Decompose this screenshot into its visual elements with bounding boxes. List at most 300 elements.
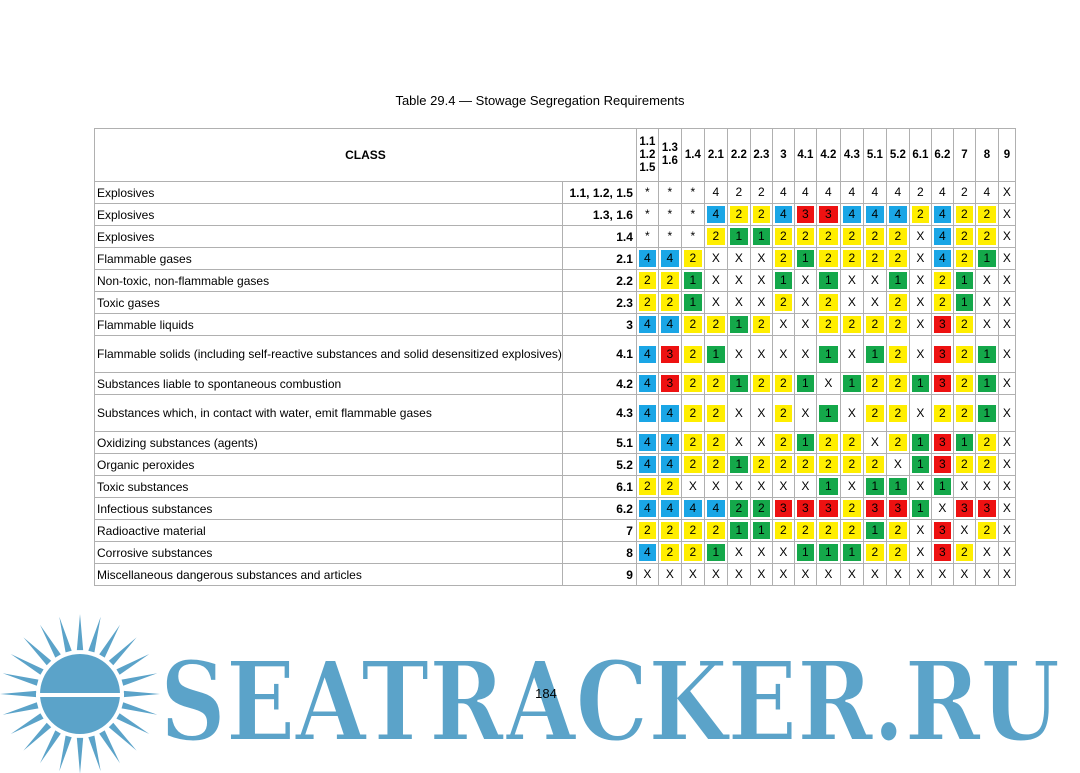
segregation-value: 2: [978, 228, 996, 245]
segregation-value: X: [1002, 317, 1011, 331]
segregation-cell: [636, 314, 658, 336]
segregation-value: X: [824, 567, 833, 581]
segregation-value: 2: [889, 544, 907, 561]
segregation-cell: [909, 476, 931, 498]
segregation-value: 2: [956, 544, 973, 561]
segregation-value: 3: [934, 544, 951, 561]
class-name-cell: Infectious substances: [95, 498, 563, 520]
class-name-cell: Flammable solids (including self-reactive substances and solid desensitized explosives): [95, 336, 563, 373]
segregation-cell: [658, 182, 681, 204]
segregation-value: 2: [758, 185, 765, 199]
segregation-value: 1: [707, 346, 725, 363]
segregation-cell: [681, 395, 704, 432]
segregation-value: X: [757, 295, 766, 309]
segregation-cell: [727, 498, 750, 520]
table-row: [95, 314, 1016, 336]
segregation-cell: [681, 336, 704, 373]
segregation-cell: [658, 204, 681, 226]
segregation-value: 4: [639, 456, 656, 473]
table-row: [95, 454, 1016, 476]
segregation-value: 2: [866, 544, 884, 561]
column-header-line: 4.2: [820, 148, 837, 161]
segregation-value: 2: [889, 522, 907, 539]
segregation-value: *: [645, 207, 650, 221]
segregation-value: X: [960, 567, 969, 581]
segregation-cell: [840, 454, 863, 476]
segregation-cell: [772, 314, 794, 336]
segregation-cell: [909, 542, 931, 564]
segregation-cell: [750, 314, 772, 336]
column-header: [727, 129, 750, 182]
segregation-value: 4: [639, 500, 656, 517]
table-row: [95, 248, 1016, 270]
segregation-cell: [840, 373, 863, 395]
segregation-value: 3: [797, 206, 814, 223]
segregation-cell: [750, 395, 772, 432]
segregation-cell: [953, 498, 975, 520]
segregation-value: 2: [843, 456, 861, 473]
segregation-cell: [953, 182, 975, 204]
column-header: [772, 129, 794, 182]
segregation-cell: [975, 204, 998, 226]
segregation-value: 2: [866, 228, 884, 245]
segregation-cell: [975, 248, 998, 270]
class-number-cell: 1.3, 1.6: [562, 204, 636, 226]
table-row: [95, 476, 1016, 498]
column-header-line: 3: [780, 148, 787, 161]
segregation-value: 1: [978, 405, 996, 422]
segregation-cell: [750, 373, 772, 395]
table-row: [95, 373, 1016, 395]
segregation-cell: [658, 564, 681, 586]
segregation-value: X: [734, 251, 743, 265]
segregation-cell: [704, 292, 727, 314]
segregation-value: 2: [978, 206, 996, 223]
segregation-cell: [816, 182, 840, 204]
segregation-cell: [840, 498, 863, 520]
segregation-cell: [886, 226, 909, 248]
column-header: [636, 129, 658, 182]
segregation-value: X: [847, 405, 856, 420]
segregation-cell: [909, 270, 931, 292]
segregation-value: X: [938, 567, 947, 581]
segregation-value: 4: [780, 185, 787, 199]
segregation-value: 2: [639, 272, 656, 289]
segregation-cell: [931, 204, 953, 226]
segregation-cell: [704, 226, 727, 248]
segregation-value: 1: [730, 228, 748, 245]
segregation-cell: [658, 373, 681, 395]
segregation-value: 4: [707, 206, 725, 223]
segregation-value: X: [938, 501, 947, 515]
segregation-value: 2: [730, 206, 748, 223]
class-number-cell: 2.2: [562, 270, 636, 292]
class-name-cell: Oxidizing substances (agents): [95, 432, 563, 454]
segregation-cell: [658, 542, 681, 564]
segregation-cell: [816, 336, 840, 373]
column-header: [975, 129, 998, 182]
segregation-value: *: [690, 229, 696, 243]
segregation-cell: [886, 454, 909, 476]
segregation-cell: [704, 270, 727, 292]
segregation-value: 4: [639, 316, 656, 333]
segregation-cell: [794, 226, 816, 248]
segregation-value: 1: [843, 375, 861, 392]
segregation-cell: [658, 314, 681, 336]
segregation-cell: [704, 542, 727, 564]
segregation-cell: [931, 226, 953, 248]
segregation-cell: [636, 498, 658, 520]
segregation-value: 4: [775, 206, 792, 223]
segregation-value: 1: [819, 478, 838, 495]
segregation-value: 1: [978, 346, 996, 363]
segregation-value: X: [688, 567, 697, 581]
segregation-value: 2: [866, 405, 884, 422]
column-header-line: 2.2: [730, 148, 747, 161]
segregation-value: 2: [889, 316, 907, 333]
segregation-cell: [909, 432, 931, 454]
segregation-value: 2: [684, 405, 702, 422]
segregation-value: 2: [843, 228, 861, 245]
segregation-cell: [886, 498, 909, 520]
segregation-cell: [772, 476, 794, 498]
segregation-cell: [772, 520, 794, 542]
segregation-cell: [704, 498, 727, 520]
segregation-cell: [704, 204, 727, 226]
segregation-value: 2: [819, 294, 838, 311]
segregation-cell: [863, 226, 886, 248]
segregation-value: X: [1002, 457, 1011, 471]
segregation-value: X: [1002, 185, 1011, 199]
segregation-cell: [727, 336, 750, 373]
segregation-value: 2: [956, 316, 973, 333]
column-header-line: 5.1: [866, 148, 883, 161]
table-row: [95, 395, 1016, 432]
segregation-value: 2: [775, 250, 792, 267]
segregation-value: 2: [934, 294, 951, 311]
segregation-cell: [727, 270, 750, 292]
segregation-cell: [816, 476, 840, 498]
segregation-value: 2: [753, 206, 770, 223]
segregation-value: 1: [934, 478, 951, 495]
segregation-value: 2: [889, 228, 907, 245]
segregation-cell: [998, 292, 1015, 314]
segregation-cell: [658, 476, 681, 498]
column-header-line: 2.3: [753, 148, 770, 161]
segregation-value: *: [667, 229, 673, 243]
segregation-cell: [953, 204, 975, 226]
segregation-cell: [681, 498, 704, 520]
segregation-value: 1: [819, 544, 838, 561]
segregation-cell: [998, 270, 1015, 292]
class-number-cell: 3: [562, 314, 636, 336]
segregation-value: 4: [802, 185, 809, 199]
segregation-cell: [816, 520, 840, 542]
segregation-cell: [909, 498, 931, 520]
segregation-value: X: [1002, 346, 1011, 361]
segregation-value: 2: [684, 316, 702, 333]
segregation-cell: [816, 314, 840, 336]
table-row: [95, 432, 1016, 454]
segregation-cell: [750, 476, 772, 498]
segregation-value: 2: [707, 405, 725, 422]
segregation-value: X: [916, 251, 925, 265]
column-header: [658, 129, 681, 182]
segregation-value: X: [801, 317, 810, 331]
segregation-cell: [931, 454, 953, 476]
segregation-value: X: [757, 479, 766, 493]
class-name-cell: Non-toxic, non-flammable gases: [95, 270, 563, 292]
segregation-value: 2: [661, 522, 679, 539]
segregation-cell: [886, 432, 909, 454]
segregation-value: 1: [797, 544, 814, 561]
segregation-value: 1: [730, 522, 748, 539]
segregation-cell: [998, 498, 1015, 520]
table-row: [95, 542, 1016, 564]
segregation-value: X: [734, 435, 743, 449]
segregation-value: 4: [639, 405, 656, 422]
segregation-cell: [816, 542, 840, 564]
segregation-value: 3: [889, 500, 907, 517]
segregation-value: X: [982, 567, 991, 581]
class-name-cell: Radioactive material: [95, 520, 563, 542]
column-header-line: 1.1: [639, 135, 656, 148]
class-name-cell: Flammable liquids: [95, 314, 563, 336]
segregation-value: 2: [753, 500, 770, 517]
segregation-cell: [658, 248, 681, 270]
segregation-value: X: [916, 273, 925, 287]
segregation-cell: [794, 476, 816, 498]
segregation-value: *: [667, 207, 673, 221]
segregation-cell: [840, 270, 863, 292]
class-number-cell: 6.1: [562, 476, 636, 498]
segregation-value: 2: [956, 228, 973, 245]
class-number-cell: 9: [562, 564, 636, 586]
segregation-cell: [658, 395, 681, 432]
segregation-cell: [636, 336, 658, 373]
segregation-cell: [840, 314, 863, 336]
segregation-cell: [975, 270, 998, 292]
segregation-value: X: [711, 479, 720, 493]
segregation-value: 2: [684, 250, 702, 267]
segregation-value: 2: [843, 522, 861, 539]
segregation-value: 2: [797, 228, 814, 245]
segregation-cell: [816, 292, 840, 314]
segregation-cell: [840, 476, 863, 498]
segregation-value: 2: [961, 185, 968, 199]
segregation-cell: [816, 270, 840, 292]
segregation-value: X: [757, 405, 766, 420]
segregation-value: 4: [848, 185, 856, 199]
segregation-value: X: [893, 457, 902, 471]
segregation-value: 4: [871, 185, 879, 199]
segregation-value: X: [801, 346, 810, 361]
segregation-cell: [953, 292, 975, 314]
segregation-cell: [840, 226, 863, 248]
segregation-cell: [863, 542, 886, 564]
segregation-cell: [727, 476, 750, 498]
segregation-value: X: [734, 545, 743, 559]
segregation-value: X: [1002, 479, 1011, 493]
segregation-cell: [636, 395, 658, 432]
segregation-cell: [975, 226, 998, 248]
segregation-cell: [931, 373, 953, 395]
segregation-value: 2: [775, 522, 792, 539]
segregation-cell: [816, 204, 840, 226]
segregation-value: X: [916, 405, 925, 420]
segregation-cell: [794, 432, 816, 454]
segregation-value: 1: [775, 272, 792, 289]
segregation-value: 3: [934, 456, 951, 473]
segregation-value: *: [667, 185, 673, 199]
segregation-value: X: [1002, 207, 1011, 221]
segregation-cell: [681, 204, 704, 226]
segregation-value: 2: [753, 375, 770, 392]
segregation-cell: [772, 432, 794, 454]
segregation-cell: [953, 564, 975, 586]
segregation-value: 1: [912, 375, 929, 392]
segregation-value: X: [870, 295, 879, 309]
segregation-cell: [727, 373, 750, 395]
segregation-value: 2: [753, 316, 770, 333]
class-header: CLASS: [95, 129, 637, 182]
segregation-cell: [931, 248, 953, 270]
segregation-value: *: [645, 185, 650, 199]
column-header: [998, 129, 1015, 182]
segregation-cell: [816, 564, 840, 586]
segregation-value: X: [1002, 567, 1011, 581]
segregation-cell: [704, 373, 727, 395]
segregation-cell: [794, 542, 816, 564]
segregation-value: X: [779, 479, 788, 493]
segregation-cell: [909, 292, 931, 314]
segregation-value: X: [779, 545, 788, 559]
segregation-cell: [794, 498, 816, 520]
segregation-cell: [636, 454, 658, 476]
segregation-cell: [886, 395, 909, 432]
column-header-line: 4.1: [797, 148, 814, 161]
class-number-cell: 2.3: [562, 292, 636, 314]
segregation-cell: [840, 336, 863, 373]
segregation-cell: [975, 336, 998, 373]
segregation-value: 4: [983, 185, 991, 199]
segregation-value: X: [916, 346, 925, 361]
segregation-value: X: [1002, 435, 1011, 449]
segregation-value: 2: [661, 544, 679, 561]
segregation-cell: [772, 564, 794, 586]
segregation-cell: [658, 336, 681, 373]
segregation-value: 1: [956, 434, 973, 451]
segregation-cell: [975, 292, 998, 314]
segregation-cell: [975, 395, 998, 432]
segregation-value: X: [1002, 405, 1011, 420]
segregation-cell: [816, 248, 840, 270]
segregation-value: 1: [797, 375, 814, 392]
column-header-line: 2.1: [707, 148, 724, 161]
column-header-line: 9: [1003, 148, 1011, 161]
segregation-cell: [636, 226, 658, 248]
segregation-value: X: [1002, 295, 1011, 309]
segregation-cell: [953, 432, 975, 454]
segregation-cell: [863, 248, 886, 270]
segregation-value: X: [711, 567, 720, 581]
segregation-value: 2: [639, 294, 656, 311]
segregation-cell: [681, 454, 704, 476]
class-number-cell: 5.1: [562, 432, 636, 454]
class-name-cell: Substances which, in contact with water, emit flammable gases: [95, 395, 563, 432]
segregation-cell: [750, 336, 772, 373]
segregation-cell: [750, 292, 772, 314]
segregation-value: X: [824, 376, 833, 390]
segregation-cell: [658, 454, 681, 476]
segregation-cell: [772, 270, 794, 292]
segregation-cell: [863, 564, 886, 586]
segregation-value: 2: [843, 434, 861, 451]
segregation-value: 2: [934, 272, 951, 289]
column-header-line: 8: [983, 148, 991, 161]
segregation-cell: [840, 182, 863, 204]
column-header: [953, 129, 975, 182]
segregation-cell: [794, 292, 816, 314]
segregation-cell: [909, 248, 931, 270]
segregation-value: 1: [978, 375, 996, 392]
column-header-line: 6.1: [912, 148, 929, 161]
segregation-value: 2: [797, 456, 814, 473]
segregation-cell: [794, 454, 816, 476]
segregation-cell: [863, 498, 886, 520]
column-header: [750, 129, 772, 182]
segregation-value: X: [916, 479, 925, 493]
segregation-cell: [681, 476, 704, 498]
segregation-value: X: [801, 479, 810, 493]
segregation-cell: [727, 542, 750, 564]
segregation-cell: [931, 476, 953, 498]
segregation-value: 1: [730, 375, 748, 392]
segregation-value: 2: [753, 456, 770, 473]
segregation-cell: [727, 314, 750, 336]
table-caption: Table 29.4 — Stowage Segregation Requirements: [395, 93, 685, 108]
segregation-cell: [681, 542, 704, 564]
segregation-cell: [704, 454, 727, 476]
segregation-value: 1: [912, 434, 929, 451]
table-row: [95, 226, 1016, 248]
segregation-value: 2: [775, 294, 792, 311]
class-name-cell: Toxic gases: [95, 292, 563, 314]
segregation-value: 1: [797, 250, 814, 267]
segregation-cell: [909, 564, 931, 586]
segregation-value: 2: [956, 206, 973, 223]
segregation-value: 4: [934, 250, 951, 267]
segregation-cell: [840, 520, 863, 542]
segregation-cell: [998, 314, 1015, 336]
segregation-value: 2: [707, 375, 725, 392]
segregation-cell: [636, 373, 658, 395]
segregation-cell: [863, 336, 886, 373]
segregation-cell: [975, 520, 998, 542]
segregation-value: 4: [843, 206, 861, 223]
segregation-value: 2: [684, 434, 702, 451]
segregation-value: 4: [894, 185, 902, 199]
table-row: [95, 564, 1016, 586]
segregation-cell: [998, 476, 1015, 498]
segregation-value: 2: [956, 375, 973, 392]
segregation-value: X: [801, 567, 810, 581]
segregation-value: X: [1002, 545, 1011, 559]
segregation-cell: [863, 292, 886, 314]
segregation-value: X: [1002, 273, 1011, 287]
column-header-line: 1.6: [661, 155, 678, 167]
segregation-cell: [863, 314, 886, 336]
